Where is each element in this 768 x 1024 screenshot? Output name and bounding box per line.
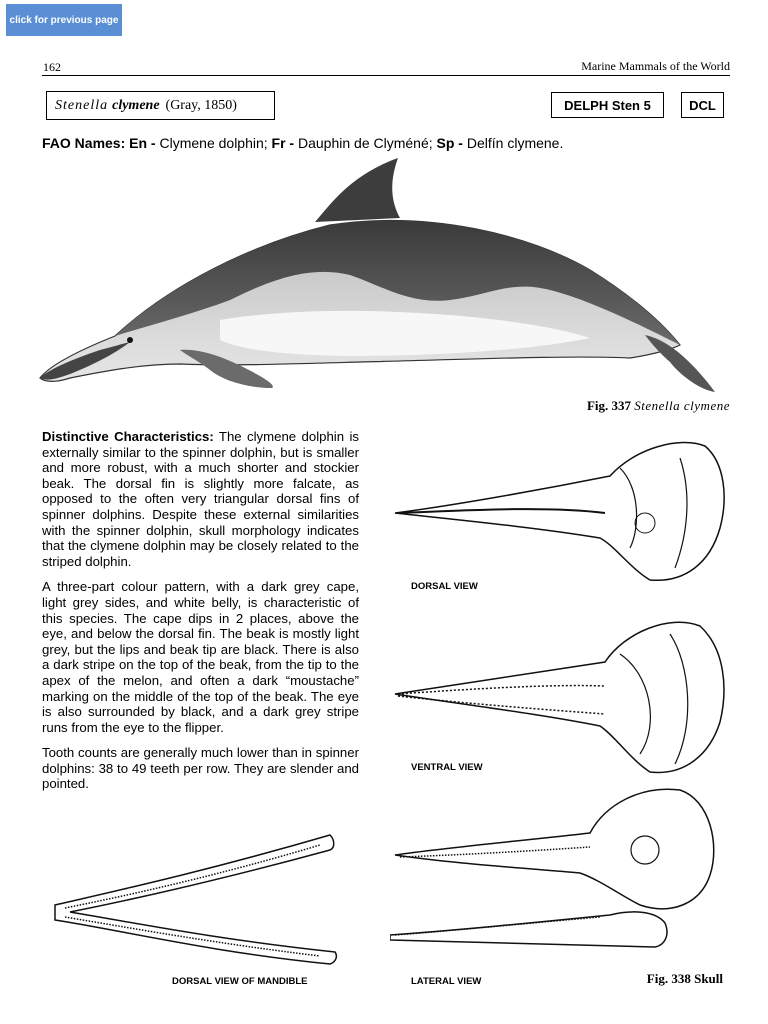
running-head: Marine Mammals of the World (581, 59, 730, 73)
paragraph-distinctive (42, 429, 359, 569)
mandible-view-label: DORSAL VIEW OF MANDIBLE (172, 976, 308, 987)
paragraph-colour: A three-part colour pattern, with a dark grey cape, light grey sides, and white belly, is characteristic of this species. The cape dips in 2 places, above the eye, and below the dorsal fin. The beak is mostly light grey, but the lips and beak tip are black. There is also a dark stripe on the top of the beak, from the tip to the apex of the melon, and often a dark “moustache” marking on the middle of the top of the beak. The eye is also surrounded by black, and a dark grey stripe runs from the eye to the flipper. (42, 579, 359, 735)
header-rule (42, 75, 730, 76)
fao-fr-label: Fr - (271, 135, 295, 151)
fao-names (42, 135, 563, 151)
species-genus: Stenella (55, 97, 109, 113)
previous-page-button[interactable]: click for previous page (6, 4, 122, 36)
mandible-dorsal-view (50, 830, 350, 970)
fig337-species: Stenella clymene (634, 398, 730, 413)
distinctive-text: The clymene dolphin is externally similar to the spinner dolphin, but is smaller and more robust, with a much shorter and stockier beak. The dorsal fin is slightly more falcate, as opposed to the often very triangular dorsal fins of spinner dolphins. Despite these external similarities with the spinner dolphin, skull morphology indicates that the clymene dolphin may be closely related to the striped dolphin. (42, 429, 359, 569)
figure-337-caption (587, 398, 730, 414)
fao-sp-label: Sp - (436, 135, 463, 151)
fao-code-box: DELPH Sten 5 (551, 92, 664, 118)
skull-lateral-view (390, 785, 730, 970)
lateral-view-label: LATERAL VIEW (411, 976, 482, 987)
species-epithet: clymene (112, 97, 160, 113)
paragraph-teeth: Tooth counts are generally much lower than in spinner dolphins: 38 to 49 teeth per row. They are slender and pointed. (42, 745, 359, 792)
page-number: 162 (43, 60, 61, 74)
fao-en-label: En - (129, 135, 156, 151)
fig337-label: Fig. 337 (586, 398, 632, 413)
dolphin-illustration (30, 150, 730, 400)
distinctive-heading: Distinctive Characteristics: (42, 429, 214, 444)
figure-338-caption: Fig. 338 Skull (646, 971, 723, 986)
fao-sp-name: Delfín clymene. (466, 135, 564, 151)
fao-en-name: Clymene dolphin; (159, 135, 268, 151)
ventral-view-label: VENTRAL VIEW (411, 762, 483, 773)
dorsal-view-label: DORSAL VIEW (411, 581, 478, 592)
skull-dorsal-view (390, 428, 730, 588)
species-authority: (Gray, 1850) (165, 97, 237, 113)
alpha-code-box: DCL (681, 92, 724, 118)
skull-ventral-view (390, 614, 730, 779)
fao-fr-name: Dauphin de Clyméné; (298, 135, 433, 151)
description-text (42, 429, 359, 802)
species-title-box (46, 91, 275, 120)
fao-label: FAO Names: (42, 135, 126, 151)
